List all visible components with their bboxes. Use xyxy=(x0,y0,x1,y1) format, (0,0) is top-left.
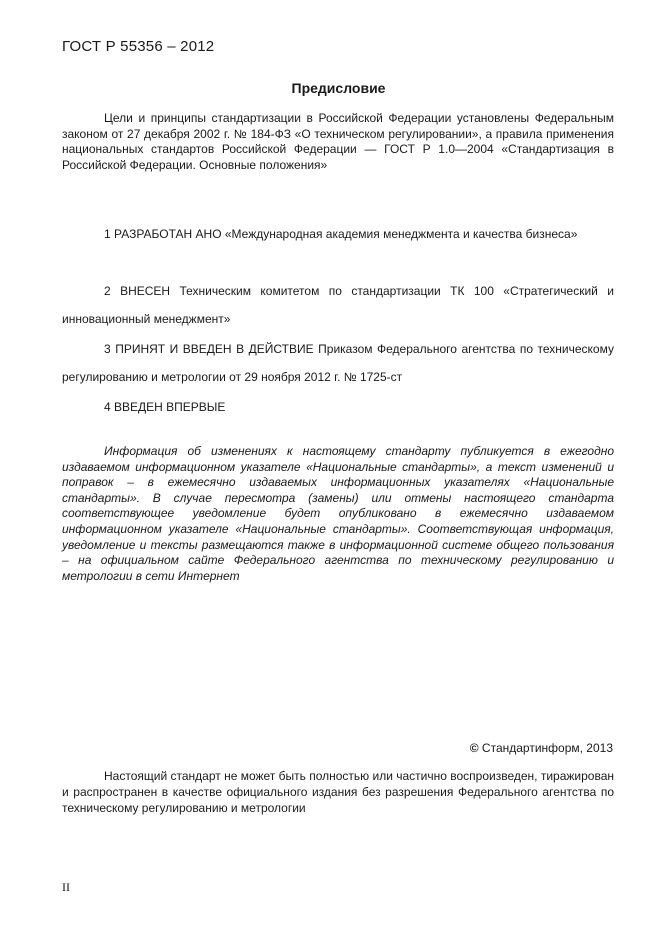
foreword-intro-paragraph: Цели и принципы стандартизации в Российской Федерации установлены Федеральным законом от 27 декабря 2002 г. № 184-ФЗ «О техническом регулировании», а правила применения национальных стандартов Российской Федерации — ГОСТ Р 1.0—2004 «Стандартизация в Российской Федерации. Основные положения» xyxy=(62,111,614,172)
reproduction-notice: Настоящий стандарт не может быть полностью или частично воспроизведен, тиражирован и распространен в качестве официального издания без разрешения Федерального агентства по техническому регулированию и метрологии xyxy=(62,769,614,815)
foreword-title: Предисловие xyxy=(291,80,386,96)
foreword-item-developed: 1 РАЗРАБОТАН АНО «Международная академия менеджмента и качества бизнеса» xyxy=(104,227,578,241)
foreword-item-first-introduced: 4 ВВЕДЕН ВПЕРВЫЕ xyxy=(104,400,226,414)
foreword-item-adopted: 3 ПРИНЯТ И ВВЕДЕН В ДЕЙСТВИЕ Приказом Федерального агентства по техническому регулированию и метрологии от 29 ноября 2012 г. № 1725-ст xyxy=(62,342,614,384)
copyright-text: Стандартинформ, 2013 xyxy=(481,741,613,755)
foreword-item-submitted: 2 ВНЕСЕН Техническим комитетом по стандартизации ТК 100 «Стратегический и инновационный менеджмент» xyxy=(62,284,614,326)
copyright-line xyxy=(470,741,613,755)
changes-information-notice: Информация об изменениях к настоящему стандарту публикуется в ежегодно издаваемом информационном указателе «Национальные стандарты», а текст изменений и поправок – в ежемесячно издаваемых информационных указателях «Национальные стандарты». В случае пересмотра (замены) или отмены настоящего стандарта соответствующее уведомление будет опубликовано в ежемесячно издаваемом информационном указателе «Национальные стандарты». Соответствующая информация, уведомление и тексты размещаются также в информационной системе общего пользования – на официальном сайте Федерального агентства по техническому регулированию и метрологии в сети Интернет xyxy=(62,444,614,583)
standard-code-header: ГОСТ Р 55356 – 2012 xyxy=(62,38,215,55)
copyright-icon: © xyxy=(469,741,479,755)
page-number: II xyxy=(62,880,70,894)
